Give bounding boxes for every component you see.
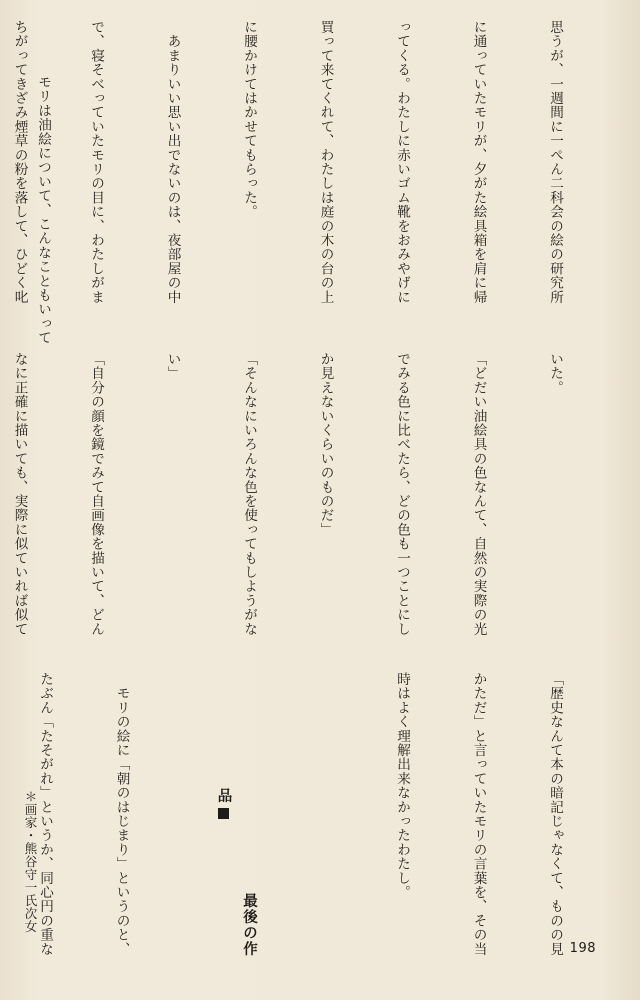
text-line: ってくる。わたしに赤いゴム靴をおみやげに <box>394 20 410 304</box>
text-line: に腰かけてはかせてもらった。 <box>241 20 257 219</box>
heading-marker-icon <box>218 808 229 819</box>
footnote: ＊画家・熊谷守一氏次女 <box>23 790 38 933</box>
text-line: いた。 <box>547 352 563 395</box>
text-line: 「歴史なんて本の暗記じゃなくて、ものの見 <box>547 672 563 956</box>
text-line: 買って来てくれて、わたしは庭の木の台の上 <box>317 20 334 304</box>
text-line: 思うが、一週間に一ぺん二科会の絵の研究所 <box>547 20 563 304</box>
heading-text: 最後の作品 <box>215 788 257 957</box>
text-line: かただ」と言っていたモリの言葉を、その当 <box>470 672 487 956</box>
text-line: なに正確に描いても、実際に似ていれば似て <box>11 352 28 636</box>
text-line: で、寝そべっていたモリの目に、わたしがま <box>88 20 104 304</box>
text-line: か見えないくらいのものだ」 <box>317 352 334 537</box>
text-line: 時はよく理解出来なかったわたし。 <box>394 672 410 900</box>
page-number: 198 <box>569 941 596 956</box>
text-tier-top <box>11 20 618 352</box>
text-line: ちがってきざみ煙草の粉を落して、ひどく叱 <box>11 20 28 304</box>
text-line: あまりいい思い出でないのは、夜部屋の中 <box>164 20 181 304</box>
text-tier-middle <box>11 352 618 684</box>
text-line: 「どだい油絵具の色なんて、自然の実際の光 <box>470 352 487 636</box>
text-line: たぶん「たそがれ」というか、同心円の重な <box>37 672 53 956</box>
text-line: 「自分の顔を鏡でみて自画像を描いて、どん <box>88 352 104 636</box>
text-line: に通っていたモリが、夕がた絵具箱を肩に帰 <box>470 20 487 304</box>
text-tier-bottom <box>18 672 618 972</box>
text-line: 「そんなにいろんな色を使ってもしようがな <box>241 352 257 636</box>
text-line: い」 <box>164 352 181 381</box>
text-line: モリの絵に「朝のはじまり」というのと、 <box>113 672 130 956</box>
section-heading-last-work <box>185 672 287 972</box>
text-line: でみる色に比べたら、どの色も一つことにし <box>394 352 410 636</box>
text-line-continuation: モリは油絵について、こんなこともいって <box>35 75 51 345</box>
